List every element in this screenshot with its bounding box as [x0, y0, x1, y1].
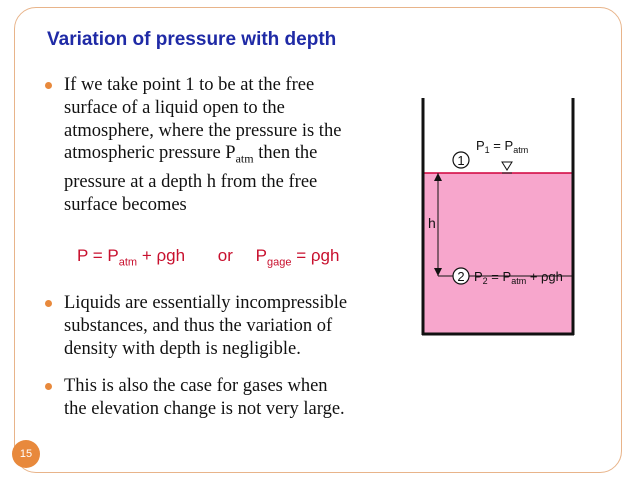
- eq-text: P = P: [77, 246, 119, 265]
- point-2-label: 2: [457, 269, 465, 284]
- tspan: + ρgh: [526, 269, 563, 284]
- eq-text: P: [255, 246, 267, 265]
- tspan: P: [476, 138, 485, 153]
- tspan: P: [474, 269, 483, 284]
- bullet-dot: [45, 383, 52, 390]
- text-span: then the: [253, 143, 318, 164]
- bullet-1-text: [64, 74, 395, 216]
- eq-text: = ρgh: [291, 246, 340, 265]
- tspan: = P: [489, 138, 514, 153]
- bullet-line: [64, 142, 395, 170]
- h-label: h: [428, 215, 436, 231]
- bullet-line: surface of a liquid open to the: [64, 97, 285, 118]
- bullet-line: the elevation change is not very large.: [64, 398, 345, 419]
- bullet-line: density with depth is negligible.: [64, 338, 301, 359]
- bullet-2-text: [64, 292, 395, 360]
- tspan: atm: [513, 145, 529, 155]
- bullet-line: substances, and thus the variation of: [64, 315, 333, 336]
- bullet-line: pressure at a depth h from the free: [64, 171, 318, 192]
- slide-title: Variation of pressure with depth: [47, 29, 337, 50]
- tspan: = P: [487, 269, 512, 284]
- free-surface-symbol-icon: [502, 162, 512, 170]
- point-1-label: 1: [457, 153, 465, 168]
- bullet-line: If we take point 1 to be at the free: [64, 75, 315, 95]
- pressure-equation: [77, 246, 339, 268]
- eq-text: + ρgh: [137, 246, 186, 265]
- bullet-3-text: [64, 375, 395, 421]
- liquid-fill: [423, 173, 573, 334]
- tspan: 2: [482, 276, 488, 286]
- bullet-line: This is also the case for gases when: [64, 376, 328, 396]
- eq-subscript: atm: [118, 256, 138, 269]
- tspan: atm: [511, 276, 527, 286]
- eq-subscript: gage: [267, 256, 292, 269]
- bullet-1: [45, 74, 395, 216]
- p1-label: [476, 138, 528, 155]
- atm-subscript: atm: [235, 152, 254, 167]
- page-number-badge: 15: [12, 440, 40, 468]
- tank-diagram: [418, 98, 578, 338]
- bullet-line: atmosphere, where the pressure is the: [64, 120, 342, 141]
- bullet-line: surface becomes: [64, 194, 187, 215]
- tspan: 1: [484, 145, 490, 155]
- bullet-2: [45, 292, 395, 360]
- bullet-line: Liquids are essentially incompressible: [64, 293, 348, 313]
- bullet-3: [45, 375, 395, 421]
- bullet-dot: [45, 82, 52, 89]
- bullet-dot: [45, 300, 52, 307]
- text-span: atmospheric pressure P: [64, 143, 236, 164]
- eq-or: or: [217, 246, 233, 265]
